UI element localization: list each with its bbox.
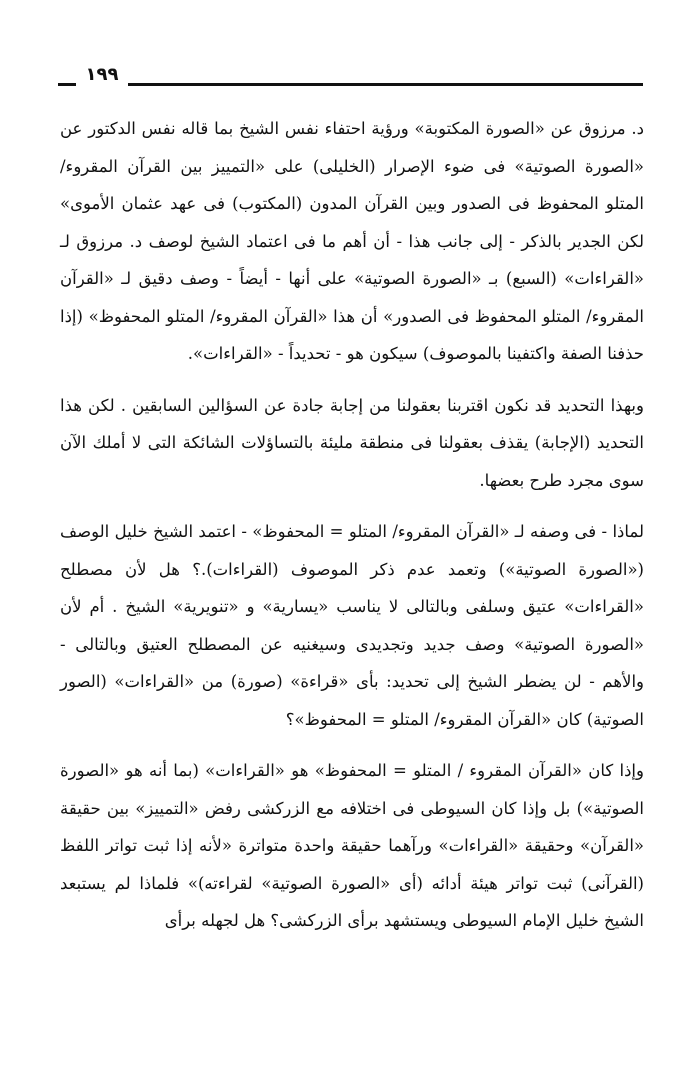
paragraph-4: وإذا كان «القرآن المقروء / المتلو = المحفوظ» هو «القراءات» (بما أنه هو «الصورة الصوتية») بل وإذا كان السيوطى فى اختلافه مع الزركشى رفض «التمييز» بين حقيقة «القرآن» وحقيقة «القراءات» ورآهما حقيقة واحدة متواترة «لأنه إذا ثبت تواتر اللفظ (القرآنى) ثبت تواتر هيئة أدائه (أى «الصورة الصوتية» لقراءته)» فلماذا لم يستبعد الشيخ خليل الإمام السيوطى ويستشهد برأى الزركشى؟ هل لجهله برأى (60, 761, 644, 930)
page-body (60, 110, 644, 940)
paragraph-3: لماذا - فى وصفه لـ «القرآن المقروء/ المتلو = المحفوظ» - اعتمد الشيخ خليل الوصف («الصورة الصوتية») وتعمد عدم ذكر الموصوف (القراءات).؟ هل لأن مصطلح «القراءات» عتيق وسلفى وبالتالى لا يناسب «يسارية» و «تنويرية» الشيخ . أم لأن «الصورة الصوتية» وصف جديد وتجديدى وسيغنيه عن المصطلح العتيق وبالتالى - والأهم - لن يضطر الشيخ إلى تحديد: بأى «قراءة» (صورة) من «القراءات» (الصور الصوتية) كان «القرآن المقروء/ المتلو = المحفوظ»؟ (60, 522, 644, 729)
header-rule-short (58, 83, 76, 86)
paragraph-1: د. مرزوق عن «الصورة المكتوبة» ورؤية احتفاء نفس الشيخ بما قاله نفس الدكتور عن «الصورة الصوتية» فى ضوء الإصرار (الخليلى) على «التمييز بين القرآن المقروء/ المتلو المحفوظ فى الصدور وبين القرآن المدون (المكتوب) فى عهد عثمان الأموى» لكن الجدير بالذكر - إلى جانب هذا - أن أهم ما فى اعتماد الشيخ لوصف د. مرزوق لـ «القراءات» (السبع) بـ «الصورة الصوتية» على أنها - أيضاً - وصف دقيق لـ «القرآن المقروء/ المتلو المحفوظ فى الصدور» أن هذا «القرآن المقروء/ المتلو المحفوظ» (إذا حذفنا الصفة واكتفينا بالموصوف) سيكون هو - تحديداً - «القراءات». (60, 119, 644, 363)
paragraph-2: وبهذا التحديد قد نكون اقتربنا بعقولنا من إجابة جادة عن السؤالين السابقين . لكن هذا التحديد (الإجابة) يقذف بعقولنا فى منطقة مليئة بالتساؤلات الشائكة التى لا أملك الآن سوى مجرد طرح بعضها. (60, 395, 644, 490)
page-number: ١٩٩ (85, 64, 119, 85)
header-rule (128, 83, 643, 86)
page-header (58, 62, 643, 92)
